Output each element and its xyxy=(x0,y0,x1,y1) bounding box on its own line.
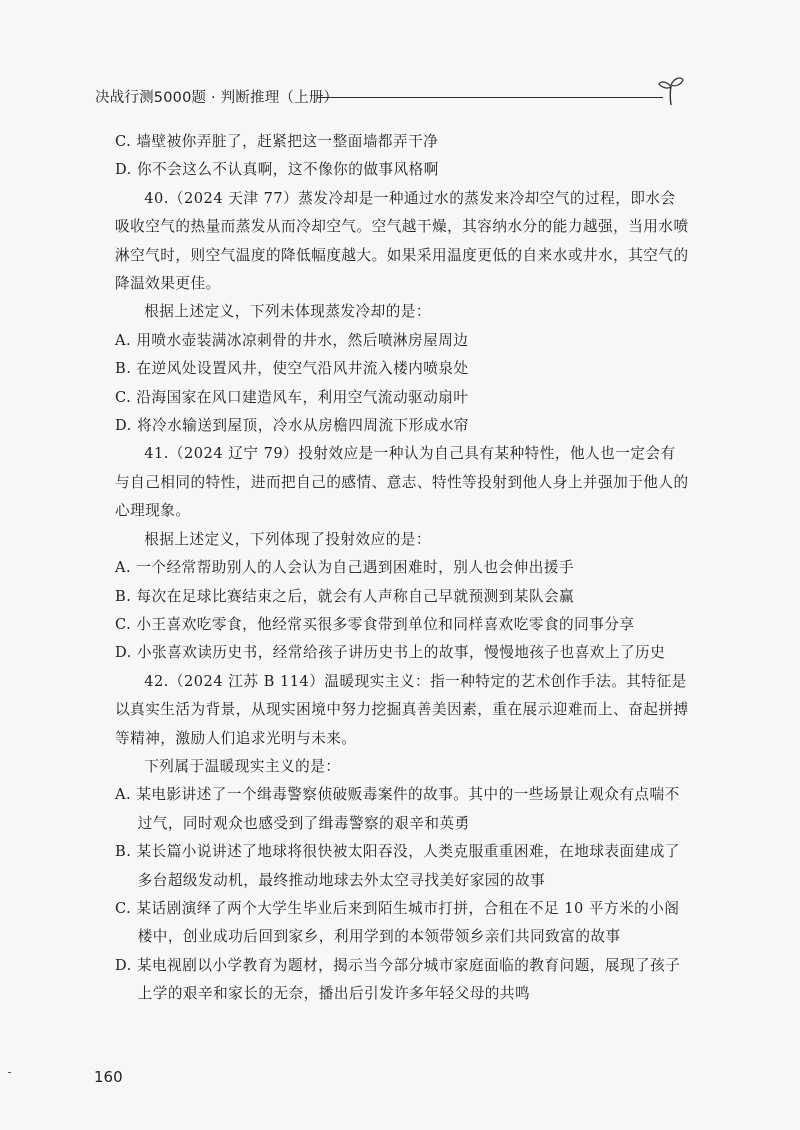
running-header xyxy=(95,80,685,120)
q42-stem: 42.（2024 江苏 B 114）温暖现实主义：指一种特定的艺术创作手法。其特征是以真实生活为背景，从现实困境中努力挖掘真善美因素，重在展示迎难而上、奋起拼搏等精神，激励人们追求光明与未来。 xyxy=(115,672,689,747)
q41-option-a: A. 一个经常帮助别人的人会认为自己遇到困难时，别人也会伸出援手 xyxy=(115,559,575,577)
header-title: 决战行测5000题 · 判断推理（上册） xyxy=(95,90,339,106)
q39-option-d: D. 你不会这么不认真啊，这不像你的做事风格啊 xyxy=(115,161,439,179)
q40-option-b: B. 在逆风处设置风井，使空气沿风井流入楼内喷泉处 xyxy=(115,360,469,378)
q40-option-a: A. 用喷水壶装满冰凉刺骨的井水，然后喷淋房屋周边 xyxy=(115,331,469,349)
q42-option-d: D. 某电视剧以小学教育为题材，揭示当今部分城市家庭面临的教育问题，展现了孩子上学的艰辛和家长的无奈，播出后引发许多年轻父母的共鸣 xyxy=(115,956,681,1003)
q42-option-b: B. 某长篇小说讲述了地球将很快被太阳吞没，人类克服重重困难，在地球表面建成了多台超级发动机，最终推动地球去外太空寻找美好家园的故事 xyxy=(115,843,680,889)
q41-stem: 41.（2024 辽宁 79）投射效应是一种认为自己具有某种特性，他人也一定会有与自己相同的特性，进而把自己的感情、意志、特性等投射到他人身上并强加于他人的心理现象。 xyxy=(115,445,689,520)
margin-mark xyxy=(8,1072,11,1073)
q40-question: 根据上述定义，下列未体现蒸发冷却的是： xyxy=(144,303,431,321)
sprout-icon xyxy=(657,72,685,106)
q41-option-b: B. 每次在足球比赛结束之后，就会有人声称自己早就预测到某队会赢 xyxy=(115,587,575,605)
q42-option-c: C. 某话剧演绎了两个大学生毕业后来到陌生城市打拼，合租在不足 10 平方米的小阁楼中，创业成功后回到家乡，利用学到的本领带领乡亲们共同致富的故事 xyxy=(115,899,680,946)
q41-option-c: C. 小王喜欢吃零食，他经常买很多零食带到单位和同样喜欢吃零食的同事分享 xyxy=(115,615,635,633)
q40-option-c: C. 沿海国家在风口建造风车，利用空气流动驱动扇叶 xyxy=(115,388,469,406)
page-content xyxy=(115,128,690,1009)
q41-question: 根据上述定义，下列体现了投射效应的是： xyxy=(144,530,431,548)
q42-option-a: A. 某电影讲述了一个缉毒警察侦破贩毒案件的故事。其中的一些场景让观众有点喘不过气，同时观众也感受到了缉毒警察的艰辛和英勇 xyxy=(115,786,680,832)
q42-question: 下列属于温暖现实主义的是： xyxy=(144,757,341,775)
q39-option-c: C. 墙壁被你弄脏了，赶紧把这一整面墙都弄干净 xyxy=(115,133,439,150)
page-number: 160 xyxy=(94,1068,123,1086)
header-rule xyxy=(317,97,663,98)
q40-stem: 40.（2024 天津 77）蒸发冷却是一种通过水的蒸发来冷却空气的过程，即水会吸收空气的热量而蒸发从而冷却空气。空气越干燥，其容纳水分的能力越强，当用水喷淋空气时，则空气温度的降低幅度越大。如果采用温度更低的自来水或井水，其空气的降温效果更佳。 xyxy=(115,189,689,293)
q41-option-d: D. 小张喜欢读历史书，经常给孩子讲历史书上的故事，慢慢地孩子也喜欢上了历史 xyxy=(115,644,666,662)
q40-option-d: D. 将冷水输送到屋顶，冷水从房檐四周流下形成水帘 xyxy=(115,417,470,435)
